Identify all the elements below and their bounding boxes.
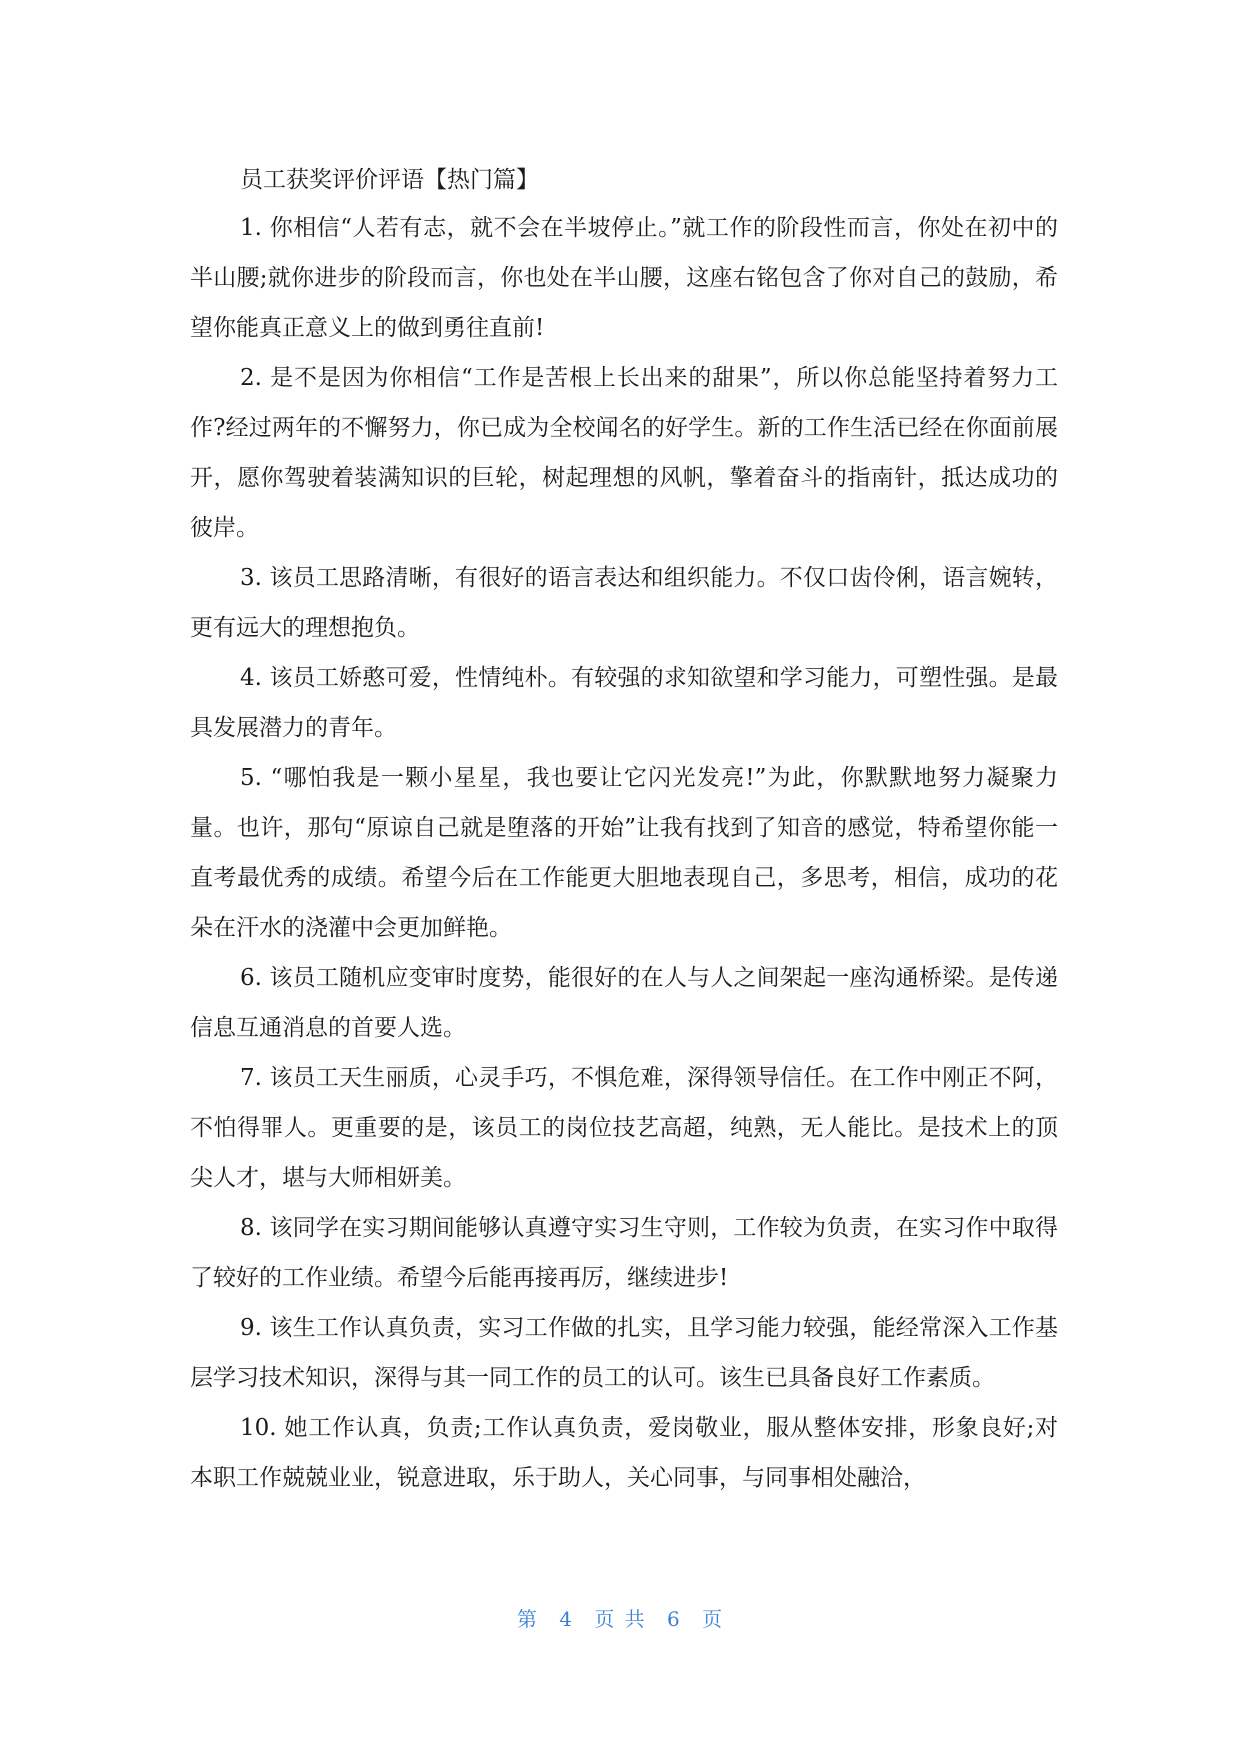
list-item: 7. 该员工天生丽质，心灵手巧，不惧危难，深得领导信任。在工作中刚正不阿，不怕得罪人。更重要的是，该员工的岗位技艺高超，纯熟，无人能比。是技术上的顶尖人才，堪与大师相妍美。 (190, 1065, 1058, 1191)
footer-prefix: 第 (516, 1607, 539, 1631)
footer-suffix: 页 (702, 1607, 725, 1631)
list-item: 4. 该员工娇憨可爱，性情纯朴。有较强的求知欲望和学习能力，可塑性强。是最具发展潜力的青年。 (190, 665, 1058, 741)
footer-middle: 页 共 (594, 1607, 647, 1631)
footer-current-page: 4 (559, 1607, 574, 1631)
list-item: 3. 该员工思路清晰，有很好的语言表达和组织能力。不仅口齿伶俐，语言婉转，更有远大的理想抱负。 (190, 565, 1058, 641)
list-item: 2. 是不是因为你相信“工作是苦根上长出来的甜果”，所以你总能坚持着努力工作?经过两年的不懈努力，你已成为全校闻名的好学生。新的工作生活已经在你面前展开，愿你驾驶着装满知识的巨轮，树起理想的风帆，擎着奋斗的指南针，抵达成功的彼岸。 (190, 365, 1058, 541)
document-body (190, 157, 1058, 1503)
list-item: 1. 你相信“人若有志，就不会在半坡停止。”就工作的阶段性而言，你处在初中的半山腰;就你进步的阶段而言，你也处在半山腰，这座右铭包含了你对自己的鼓励，希望你能真正意义上的做到勇往直前! (190, 215, 1058, 341)
document-title: 员工获奖评价评语【热门篇】 (240, 167, 539, 193)
list-item: 5. “哪怕我是一颗小星星，我也要让它闪光发亮!”为此，你默默地努力凝聚力量。也许，那句“原谅自己就是堕落的开始”让我有找到了知音的感觉，特希望你能一直考最优秀的成绩。希望今后在工作能更大胆地表现自己，多思考，相信，成功的花朵在汗水的浇灌中会更加鲜艳。 (190, 765, 1058, 941)
list-item: 9. 该生工作认真负责，实习工作做的扎实，且学习能力较强，能经常深入工作基层学习技术知识，深得与其一同工作的员工的认可。该生已具备良好工作素质。 (190, 1315, 1058, 1391)
list-item: 6. 该员工随机应变审时度势，能很好的在人与人之间架起一座沟通桥梁。是传递信息互通消息的首要人选。 (190, 965, 1058, 1041)
footer-total-pages: 6 (667, 1607, 682, 1631)
page-footer (0, 1603, 1241, 1632)
list-item: 10. 她工作认真，负责;工作认真负责，爱岗敬业，服从整体安排，形象良好;对本职工作兢兢业业，锐意进取，乐于助人，关心同事，与同事相处融洽， (190, 1415, 1058, 1491)
list-item: 8. 该同学在实习期间能够认真遵守实习生守则，工作较为负责，在实习作中取得了较好的工作业绩。希望今后能再接再厉，继续进步! (190, 1215, 1058, 1291)
